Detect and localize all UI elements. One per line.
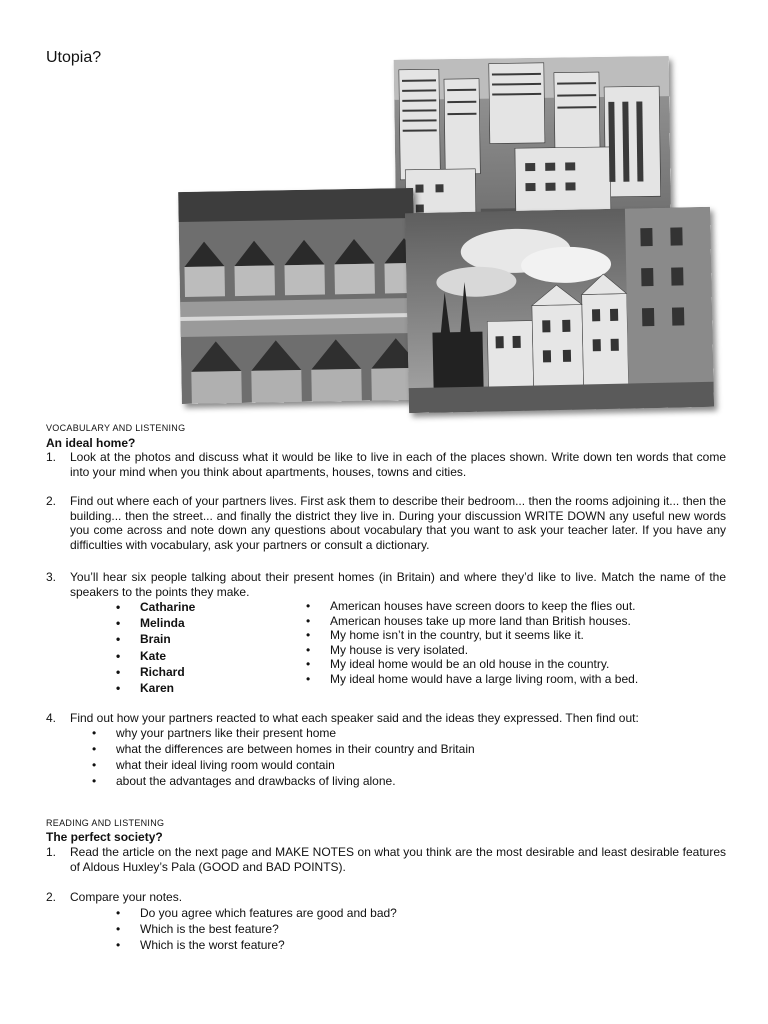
speaker-name: • Karen — [116, 680, 195, 696]
question-item: • Which is the best feature? — [116, 921, 397, 937]
question-item: • Which is the worst feature? — [116, 937, 397, 953]
item-text: Look at the photos and discuss what it would be like to live in each of the places shown. Write down ten words that come into your mind when you think about apartments, houses, towns and cities. — [70, 450, 726, 479]
exercise-item — [46, 890, 726, 905]
speaker-name: • Brain — [116, 631, 195, 647]
find-out-item: • what their ideal living room would contain — [92, 757, 475, 773]
item-number: 1. — [46, 450, 57, 464]
terraced-houses-photo — [178, 188, 417, 404]
find-out-item: • why your partners like their present home — [92, 725, 475, 741]
speaker-name: • Kate — [116, 648, 195, 664]
speaker-point: • My ideal home would be an old house in the country. — [306, 657, 638, 672]
section-label-reading: READING AND LISTENING — [46, 818, 165, 828]
section-label-vocabulary: VOCABULARY AND LISTENING — [46, 423, 186, 433]
page-title: Utopia? — [46, 49, 102, 66]
item-number: 3. — [46, 570, 57, 584]
item-number: 4. — [46, 711, 57, 725]
exercise-item — [46, 845, 726, 874]
item-text: Compare your notes. — [70, 890, 183, 904]
section-heading-ideal-home: An ideal home? — [46, 436, 136, 450]
exercise-item — [46, 494, 726, 552]
speaker-name: • Richard — [116, 664, 195, 680]
speaker-point: • My house is very isolated. — [306, 643, 638, 658]
speaker-name: • Catharine — [116, 599, 195, 615]
find-out-item: • what the differences are between homes in their country and Britain — [92, 741, 475, 757]
item-text: Find out how your partners reacted to what each speaker said and the ideas they expressed. Then find out: — [70, 711, 639, 725]
item-text: You’ll hear six people talking about their present homes (in Britain) and where they’d like to live. Match the name of the speakers to the points they make. — [70, 570, 726, 599]
speaker-point: • American houses take up more land than British houses. — [306, 614, 638, 629]
questions-list — [116, 905, 397, 953]
speaker-name: • Melinda — [116, 615, 195, 631]
speaker-points-list — [306, 599, 638, 687]
speaker-point: • My ideal home would have a large living room, with a bed. — [306, 672, 638, 687]
find-out-list — [92, 725, 475, 789]
find-out-item: • about the advantages and drawbacks of living alone. — [92, 773, 475, 789]
speaker-list — [116, 599, 195, 696]
speaker-point: • American houses have screen doors to keep the flies out. — [306, 599, 638, 614]
item-number: 2. — [46, 494, 57, 508]
section-heading-perfect-society: The perfect society? — [46, 830, 163, 844]
exercise-item — [46, 711, 726, 726]
exercise-item — [46, 450, 726, 479]
question-item: • Do you agree which features are good and bad? — [116, 905, 397, 921]
exercise-item — [46, 570, 726, 599]
item-number: 2. — [46, 890, 57, 904]
old-town-square-photo — [405, 207, 714, 413]
item-number: 1. — [46, 845, 57, 859]
item-text: Read the article on the next page and MAKE NOTES on what you think are the most desirable and least desirable features of Aldous Huxley’s Pala (GOOD and BAD POINTS). — [70, 845, 726, 874]
speaker-point: • My home isn’t in the country, but it seems like it. — [306, 628, 638, 643]
item-text: Find out where each of your partners lives. First ask them to describe their bedroom... then the rooms adjoining it... then the building... then the street... and finally the district they live in. During your discussion WRITE DOWN any useful new words you come across and note down any questions about vocabulary that you want to ask your teacher later. If you have any difficulties with vocabulary, ask your partners or consult a dictionary. — [70, 494, 726, 552]
